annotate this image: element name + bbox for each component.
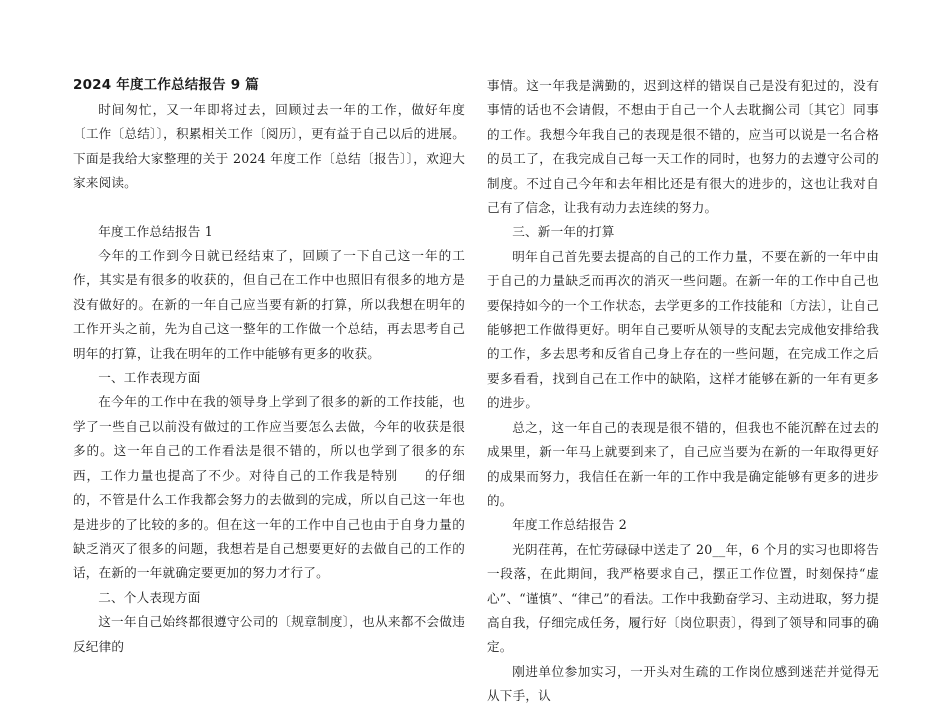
section-heading-3: 三、新一年的打算 — [512, 224, 615, 240]
spacer — [73, 196, 465, 220]
report1-heading: 年度工作总结报告 1 — [98, 223, 213, 239]
right-column — [487, 74, 879, 709]
paragraph-3: 这一年自己始终都很遵守公司的〔规章制度〕，也从来都不会做违反纪律的 — [73, 614, 465, 654]
left-column — [73, 74, 465, 659]
report2-heading: 年度工作总结报告 2 — [512, 517, 627, 533]
intro-paragraph: 时间匆忙，又一年即将过去，回顾过去一年的工作，做好年度〔工作〔总结〕〕，积累相关工作〔阅历〕，更有益于自己以后的进展。下面是我给大家整理的关于 2024 年度工作〔总结〔报告〕〕，欢迎大家来阅读。 — [73, 102, 465, 191]
paragraph-8: 刚进单位参加实习，一开头对生疏的工作岗位感到迷茫并觉得无从下手，认 — [487, 663, 879, 704]
section-heading-2: 二、个人表现方面 — [98, 589, 201, 605]
paragraph-4: 事情。这一年我是满勤的，迟到这样的错误自己是没有犯过的，没有事情的话也不会请假，不想由于自己一个人去耽搁公司〔其它〕同事的工作。我想今年我自己的表现是很不错的，应当可以说是一名合格的员工了，在我完成自己每一天工作的同时，也努力的去遵守公司的制度。不过自己今年和去年相比还是有很大的进步的，这也让我对自己有了信念，让我有动力去连续的努力。 — [487, 78, 879, 216]
paragraph-1: 今年的工作到今日就已经结束了，回顾了一下自己这一年的工作，其实是有很多的收获的，但自己在工作中也照旧有很多的地方是没有做好的。在新的一年自己应当要有新的打算，所以我想在明年的工作开头之前，先为自己这一整年的工作做一个总结，再去思考自己明年的打算，让我在明年的工作中能够有更多的收获。 — [73, 248, 465, 361]
section-heading-1: 一、工作表现方面 — [98, 370, 201, 386]
paragraph-5: 明年自己首先要去提高的自己的工作力量，不要在新的一年中由于自己的力量缺乏而再次的消灭一些问题。在新一年的工作中自己也要保持如今的一个工作状态，去学更多的工作技能和〔方法〕，让自己能够把工作做得更好。明年自己要听从领导的支配去完成他安排给我的工作，多去思考和反省自己身上存在的一些问题，在完成工作之后要多看看，找到自己在工作中的缺陷，这样才能够在新的一年有更多的进步。 — [487, 248, 879, 411]
document-title: 2024 年度工作总结报告 9 篇 — [73, 77, 259, 93]
paragraph-2: 在今年的工作中在我的领导身上学到了很多的新的工作技能，也学了一些自己以前没有做过的工作应当要怎么去做，今年的收获是很多的。这一年自己的工作看法是很不错的，所以也学到了很多的东西，工作力量也提高了不少。对待自己的工作我是特别 的仔细的，不管是什么工作我都会努力的去做到的完成，所以自己这一年也是进步的了比较的多的。但在这一年的工作中自己也由于自身力量的缺乏消灭了很多的问题，我想若是自己想要更好的去做自己的工作的话，在新的一年就确定要更加的努力才行了。 — [73, 394, 465, 581]
paragraph-6: 总之，这一年自己的表现是很不错的，但我也不能沉醉在过去的成果里，新一年马上就要到来了，自己应当要为在新的一年取得更好的成果而努力，我信任在新一年的工作中我是确定能够有更多的进步的。 — [487, 419, 879, 508]
paragraph-7: 光阴荏苒，在忙劳碌碌中送走了 20__年，6 个月的实习也即将告一段落，在此期间，我严格要求自己，摆正工作位置，时刻保持“虚心”、“谨慎”、“律己”的看法。工作中我勤奋学习、主动进取，努力提高自我，仔细完成任务，履行好〔岗位职责〕，得到了领导和同事的确定。 — [487, 541, 879, 655]
